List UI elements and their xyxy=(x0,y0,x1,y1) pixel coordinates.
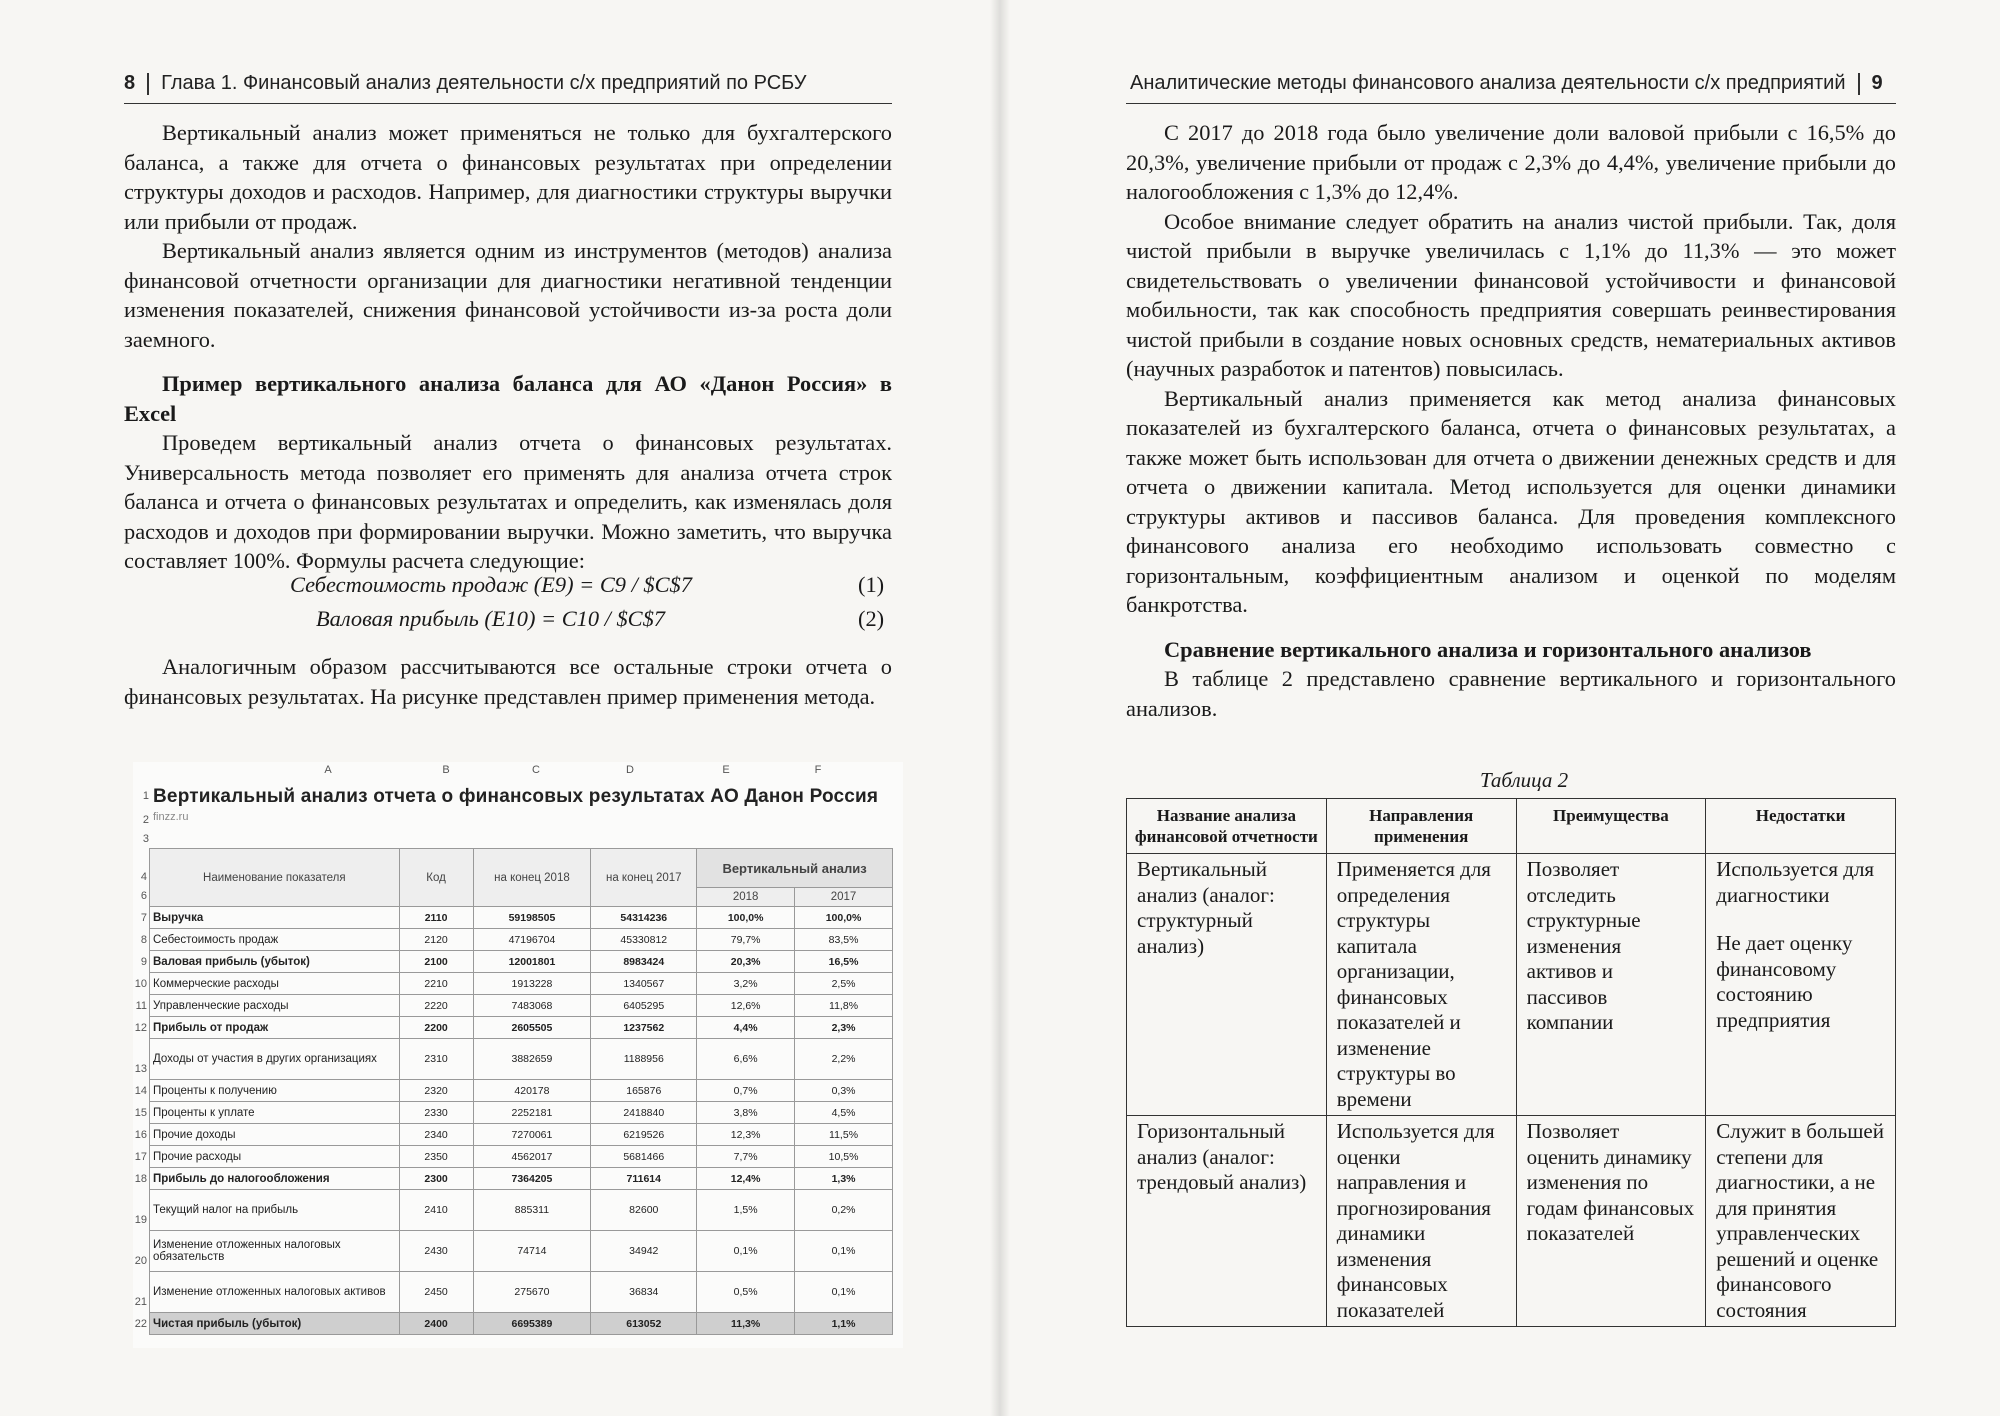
left-text-block-2 xyxy=(124,652,892,711)
row-number: 16 xyxy=(134,1129,147,1141)
excel-name-cell: Управленческие расходы xyxy=(150,995,400,1017)
excel-row xyxy=(150,1146,893,1168)
excel-name-cell: Чистая прибыль (убыток) xyxy=(150,1313,400,1335)
excel-code-cell: 2110 xyxy=(399,907,473,929)
excel-screenshot xyxy=(133,762,903,1348)
excel-p2017-cell: 2,5% xyxy=(795,973,893,995)
excel-v2017-cell: 1188956 xyxy=(591,1039,697,1080)
col-e: E xyxy=(722,764,730,776)
header-vertical: Вертикальный анализ xyxy=(697,849,893,888)
excel-v2018-cell: 74714 xyxy=(473,1231,591,1272)
head-separator xyxy=(1858,73,1860,95)
excel-code-cell: 2330 xyxy=(399,1102,473,1124)
cell-name: Вертикальный анализ (аналог: структурный анализ) xyxy=(1127,854,1327,1116)
left-text-block xyxy=(124,118,892,576)
excel-v2018-cell: 6695389 xyxy=(473,1313,591,1335)
left-running-head-text: Глава 1. Финансовый анализ деятельности с/х предприятий по РСБУ xyxy=(161,72,807,94)
excel-v2018-cell: 4562017 xyxy=(473,1146,591,1168)
excel-p2018-cell: 0,5% xyxy=(697,1272,795,1313)
left-subheading: Пример вертикального анализа баланса для АО «Данон Россия» в Excel xyxy=(124,371,892,426)
excel-v2018-cell: 7364205 xyxy=(473,1168,591,1190)
header-cons: Недостатки xyxy=(1706,799,1896,854)
row-number: 17 xyxy=(134,1151,147,1163)
excel-p2017-cell: 0,1% xyxy=(795,1272,893,1313)
formula-1: Себестоимость продаж (E9) = C9 / $C$7 xyxy=(290,572,692,597)
excel-v2017-cell: 711614 xyxy=(591,1168,697,1190)
left-para-2: Вертикальный анализ является одним из инструментов (методов) анализа финансовой отчетности организации для диагностики негативной тенденции изменения показателей, снижения финансовой устойчивости из-за роста доли заемного. xyxy=(124,238,892,352)
excel-code-cell: 2120 xyxy=(399,929,473,951)
excel-p2018-cell: 3,2% xyxy=(697,973,795,995)
excel-row xyxy=(150,929,893,951)
row-number: 3 xyxy=(142,833,149,845)
header-name: Наименование показателя xyxy=(150,849,400,907)
right-para-4: В таблице 2 представлено сравнение вертикального и горизонтального анализов. xyxy=(1126,666,1896,721)
excel-code-cell: 2410 xyxy=(399,1190,473,1231)
row-number: 12 xyxy=(134,1022,147,1034)
row-number: 8 xyxy=(140,934,147,946)
excel-v2018-cell: 885311 xyxy=(473,1190,591,1231)
cell-cons-2: Не дает оценку финансовому состоянию предприятия xyxy=(1716,931,1853,1032)
header-2017: на конец 2017 xyxy=(591,849,697,907)
right-running-head xyxy=(1130,72,1883,95)
left-para-4: Аналогичным образом рассчитываются все остальные строки отчета о финансовых результатах. На рисунке представлен пример применения метода. xyxy=(124,654,892,709)
col-b: B xyxy=(442,764,450,776)
excel-v2018-cell: 2605505 xyxy=(473,1017,591,1039)
excel-code-cell: 2450 xyxy=(399,1272,473,1313)
excel-name-cell: Валовая прибыль (убыток) xyxy=(150,951,400,973)
cell-cons: Служит в большей степени для диагностики, а не для принятия управленческих решений и оценке финансового состояния xyxy=(1706,1116,1896,1327)
right-text-block xyxy=(1126,118,1896,723)
comparison-row-vertical xyxy=(1127,854,1896,1116)
excel-header-row xyxy=(150,849,893,888)
table-caption: Таблица 2 xyxy=(1480,768,1569,792)
excel-p2018-cell: 6,6% xyxy=(697,1039,795,1080)
excel-code-cell: 2400 xyxy=(399,1313,473,1335)
excel-v2018-cell: 2252181 xyxy=(473,1102,591,1124)
excel-p2017-cell: 0,3% xyxy=(795,1080,893,1102)
row-number: 18 xyxy=(134,1173,147,1185)
excel-p2017-cell: 0,2% xyxy=(795,1190,893,1231)
excel-name-cell: Прибыль до налогообложения xyxy=(150,1168,400,1190)
row-number: 20 xyxy=(134,1255,147,1267)
excel-v2017-cell: 165876 xyxy=(591,1080,697,1102)
excel-row xyxy=(150,1190,893,1231)
excel-v2017-cell: 6219526 xyxy=(591,1124,697,1146)
excel-p2017-cell: 2,2% xyxy=(795,1039,893,1080)
excel-row xyxy=(150,907,893,929)
excel-p2018-cell: 12,4% xyxy=(697,1168,795,1190)
excel-name-cell: Проценты к уплате xyxy=(150,1102,400,1124)
left-para-3: Проведем вертикальный анализ отчета о финансовых результатах. Универсальность метода позволяет его применять для анализа отчета строк баланса и отчета о финансовых результатах и определить, как изменялась доля расходов и доходов при формировании выручки. Можно заметить, что выручка составляет 100%. Формулы расчета следующие: xyxy=(124,430,892,573)
right-subheading: Сравнение вертикального анализа и горизонтального анализов xyxy=(1164,636,1812,662)
excel-name-cell: Изменение отложенных налоговых обязательств xyxy=(150,1231,400,1272)
excel-code-cell: 2310 xyxy=(399,1039,473,1080)
row-number: 2 xyxy=(142,814,149,826)
col-c: C xyxy=(532,764,540,776)
excel-p2017-cell: 2,3% xyxy=(795,1017,893,1039)
excel-v2018-cell: 12001801 xyxy=(473,951,591,973)
excel-table xyxy=(149,848,893,1335)
excel-v2017-cell: 613052 xyxy=(591,1313,697,1335)
excel-code-cell: 2320 xyxy=(399,1080,473,1102)
left-para-1: Вертикальный анализ может применяться не только для бухгалтерского баланса, а также для отчета о финансовых результатах при определении структуры доходов и расходов. Например, для диагностики структуры выручки или прибыли от продаж. xyxy=(124,120,892,234)
row-number: 13 xyxy=(134,1063,147,1075)
cell-pros: Позволяет оценить динамику изменения по годам финансовых показателей xyxy=(1516,1116,1706,1327)
comparison-table xyxy=(1126,798,1896,1327)
excel-row xyxy=(150,1039,893,1080)
excel-v2017-cell: 36834 xyxy=(591,1272,697,1313)
excel-name-cell: Себестоимость продаж xyxy=(150,929,400,951)
row-number: 21 xyxy=(134,1296,147,1308)
excel-v2017-cell: 6405295 xyxy=(591,995,697,1017)
cell-usage: Используется для оценки направления и прогнозирования динамики изменения финансовых показателей xyxy=(1326,1116,1516,1327)
excel-code-cell: 2300 xyxy=(399,1168,473,1190)
excel-p2018-cell: 20,3% xyxy=(697,951,795,973)
excel-p2018-cell: 0,1% xyxy=(697,1231,795,1272)
excel-v2017-cell: 54314236 xyxy=(591,907,697,929)
excel-name-cell: Прибыль от продаж xyxy=(150,1017,400,1039)
header-year-2017: 2017 xyxy=(795,888,893,907)
cell-name: Горизонтальный анализ (аналог: трендовый анализ) xyxy=(1127,1116,1327,1327)
row-number: 4 xyxy=(140,871,147,883)
excel-name-cell: Проценты к получению xyxy=(150,1080,400,1102)
excel-p2018-cell: 7,7% xyxy=(697,1146,795,1168)
excel-row xyxy=(150,1017,893,1039)
col-f: F xyxy=(814,764,822,776)
excel-row xyxy=(150,1231,893,1272)
excel-row xyxy=(150,1168,893,1190)
excel-v2017-cell: 1340567 xyxy=(591,973,697,995)
right-head-rule xyxy=(1126,103,1896,104)
excel-p2018-cell: 1,5% xyxy=(697,1190,795,1231)
row-number: 22 xyxy=(134,1318,147,1330)
excel-p2017-cell: 11,8% xyxy=(795,995,893,1017)
excel-code-cell: 2430 xyxy=(399,1231,473,1272)
left-head-rule xyxy=(124,103,892,104)
right-running-head-text: Аналитические методы финансового анализа деятельности с/х предприятий xyxy=(1130,72,1846,94)
excel-code-cell: 2350 xyxy=(399,1146,473,1168)
row-number: 9 xyxy=(140,956,147,968)
excel-v2018-cell: 1913228 xyxy=(473,973,591,995)
excel-p2018-cell: 4,4% xyxy=(697,1017,795,1039)
right-para-1: С 2017 до 2018 года было увеличение доли валовой прибыли с 16,5% до 20,3%, увеличение прибыли от продаж с 2,3% до 4,4%, увеличение прибыли до налогообложения с 1,3% до 12,4%. xyxy=(1126,120,1896,204)
excel-p2017-cell: 83,5% xyxy=(795,929,893,951)
excel-p2017-cell: 16,5% xyxy=(795,951,893,973)
excel-code-cell: 2220 xyxy=(399,995,473,1017)
header-analysis-name: Название анализа финансовой отчетности xyxy=(1127,799,1327,854)
excel-p2017-cell: 10,5% xyxy=(795,1146,893,1168)
excel-name-cell: Текущий налог на прибыль xyxy=(150,1190,400,1231)
excel-row xyxy=(150,1272,893,1313)
left-running-head xyxy=(124,72,807,95)
row-number: 19 xyxy=(134,1214,147,1226)
formula-1-number: (1) xyxy=(858,572,885,597)
excel-title: Вертикальный анализ отчета о финансовых результатах АО Данон Россия xyxy=(153,786,879,807)
excel-name-cell: Прочие расходы xyxy=(150,1146,400,1168)
row-number: 15 xyxy=(134,1107,147,1119)
right-page xyxy=(1000,0,2000,1416)
excel-row xyxy=(150,1124,893,1146)
comparison-header-row xyxy=(1127,799,1896,854)
excel-name-cell: Выручка xyxy=(150,907,400,929)
header-code: Код xyxy=(399,849,473,907)
excel-p2017-cell: 4,5% xyxy=(795,1102,893,1124)
row-number: 11 xyxy=(135,1000,147,1012)
cell-usage: Применяется для определения структуры капитала организации, финансовых показателей и изменение структуры во времени xyxy=(1326,854,1516,1116)
excel-p2017-cell: 11,5% xyxy=(795,1124,893,1146)
excel-row xyxy=(150,995,893,1017)
row-number: 6 xyxy=(140,890,147,902)
excel-row xyxy=(150,1080,893,1102)
excel-name-cell: Изменение отложенных налоговых активов xyxy=(150,1272,400,1313)
header-pros: Преимущества xyxy=(1516,799,1706,854)
excel-p2018-cell: 11,3% xyxy=(697,1313,795,1335)
cell-cons-1: Используется для диагностики xyxy=(1716,857,1875,907)
excel-v2018-cell: 3882659 xyxy=(473,1039,591,1080)
excel-p2017-cell: 1,3% xyxy=(795,1168,893,1190)
head-separator xyxy=(147,73,149,95)
right-para-3: Вертикальный анализ применяется как метод анализа финансовых показателей из бухгалтерского баланса, отчета о финансовых результатах, а также может быть использован для отчета о движении денежных средств и для отчета о движении капитала. Метод используется для оценки динамики структуры активов и пассивов баланса. Для проведения комплексного финансового анализа его необходимо использовать совместно с горизонтальным, коэффициентным анализом и оценкой по моделям банкротства. xyxy=(1126,385,1896,617)
col-d: D xyxy=(626,764,634,776)
row-number: 1 xyxy=(142,790,149,802)
excel-v2017-cell: 2418840 xyxy=(591,1102,697,1124)
row-number: 14 xyxy=(134,1085,147,1097)
excel-v2017-cell: 8983424 xyxy=(591,951,697,973)
right-para-2: Особое внимание следует обратить на анализ чистой прибыли. Так, доля чистой прибыли в выручке увеличилась с 1,1% до 11,3% — это может свидетельствовать о увеличении финансовой устойчивости и финансовой мобильности, так как способность предприятия совершать реинвестирования чистой прибыли в создание новых основных средств, нематериальных активов (научных разработок и патентов) повысилась. xyxy=(1126,208,1896,381)
excel-p2018-cell: 0,7% xyxy=(697,1080,795,1102)
left-page-number: 8 xyxy=(124,72,136,94)
excel-row xyxy=(150,1102,893,1124)
excel-p2018-cell: 3,8% xyxy=(697,1102,795,1124)
col-a: A xyxy=(324,764,332,776)
header-year-2018: 2018 xyxy=(697,888,795,907)
excel-v2017-cell: 5681466 xyxy=(591,1146,697,1168)
excel-column-header xyxy=(133,762,903,780)
excel-code-cell: 2100 xyxy=(399,951,473,973)
excel-name-cell: Доходы от участия в других организациях xyxy=(150,1039,400,1080)
excel-v2018-cell: 275670 xyxy=(473,1272,591,1313)
excel-row xyxy=(150,1313,893,1335)
excel-v2017-cell: 34942 xyxy=(591,1231,697,1272)
excel-row xyxy=(150,951,893,973)
excel-name-cell: Коммерческие расходы xyxy=(150,973,400,995)
header-usage: Направления применения xyxy=(1326,799,1516,854)
excel-row xyxy=(150,973,893,995)
excel-code-cell: 2210 xyxy=(399,973,473,995)
formula-2: Валовая прибыль (E10) = C10 / $C$7 xyxy=(316,606,665,631)
excel-v2018-cell: 7483068 xyxy=(473,995,591,1017)
excel-p2018-cell: 100,0% xyxy=(697,907,795,929)
row-number: 7 xyxy=(140,912,147,924)
row-number: 10 xyxy=(134,978,147,990)
excel-p2017-cell: 0,1% xyxy=(795,1231,893,1272)
excel-code-cell: 2340 xyxy=(399,1124,473,1146)
excel-v2017-cell: 1237562 xyxy=(591,1017,697,1039)
comparison-row-horizontal xyxy=(1127,1116,1896,1327)
excel-p2017-cell: 1,1% xyxy=(795,1313,893,1335)
cell-cons xyxy=(1706,854,1896,1116)
formula-2-number: (2) xyxy=(858,606,885,631)
excel-p2017-cell: 100,0% xyxy=(795,907,893,929)
excel-p2018-cell: 12,3% xyxy=(697,1124,795,1146)
right-page-number: 9 xyxy=(1871,72,1883,94)
cell-pros: Позволяет отследить структурные изменения активов и пассивов компании xyxy=(1516,854,1706,1116)
excel-v2018-cell: 7270061 xyxy=(473,1124,591,1146)
header-2018: на конец 2018 xyxy=(473,849,591,907)
excel-p2018-cell: 79,7% xyxy=(697,929,795,951)
excel-p2018-cell: 12,6% xyxy=(697,995,795,1017)
excel-v2018-cell: 47196704 xyxy=(473,929,591,951)
excel-site: finzz.ru xyxy=(153,811,189,823)
excel-v2018-cell: 420178 xyxy=(473,1080,591,1102)
excel-name-cell: Прочие доходы xyxy=(150,1124,400,1146)
excel-v2017-cell: 82600 xyxy=(591,1190,697,1231)
excel-v2017-cell: 45330812 xyxy=(591,929,697,951)
excel-v2018-cell: 59198505 xyxy=(473,907,591,929)
excel-code-cell: 2200 xyxy=(399,1017,473,1039)
